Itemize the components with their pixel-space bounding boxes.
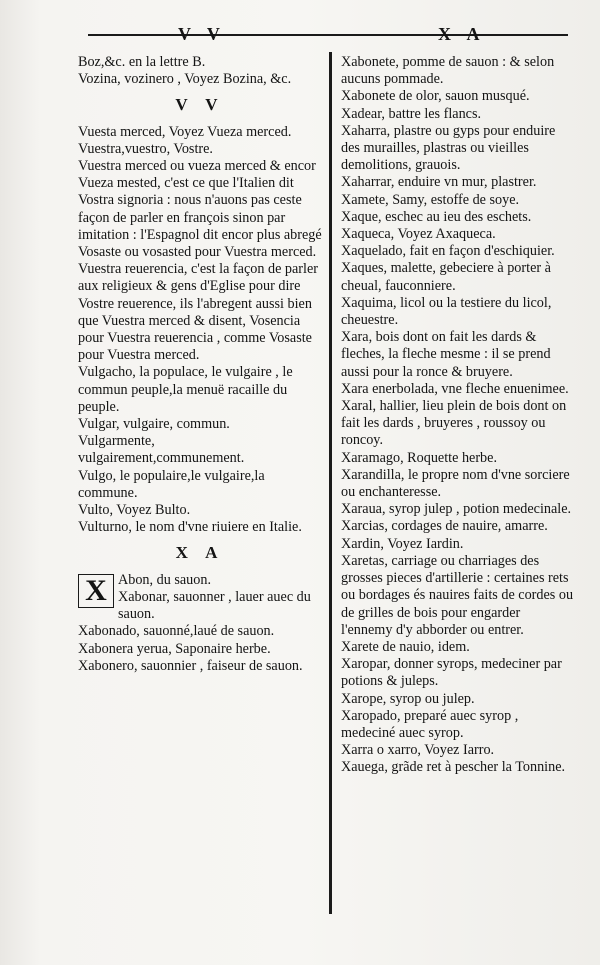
- dictionary-entry: Xabonar, sauonner , lauer auec du sauon.: [118, 588, 311, 623]
- dictionary-entry: Xarcias, cordages de nauire, amarre.: [341, 518, 548, 535]
- dropcap-entry: [78, 572, 322, 624]
- dictionary-entry: Vulgo, le populaire,le vulgaire,la commune.: [78, 467, 265, 501]
- dictionary-entry: Xaharrar, enduire vn mur, plastrer.: [341, 174, 537, 191]
- dictionary-entry: Xaramago, Roquette herbe.: [341, 449, 498, 466]
- dictionary-entry: Xaropar, donner syrops, medeciner par potions & juleps.: [341, 656, 562, 690]
- section-heading-xa: X A: [175, 543, 225, 563]
- dictionary-entry: Xamete, Samy, estoffe de soye.: [341, 191, 520, 208]
- dropcap-letter: X: [78, 574, 114, 608]
- dictionary-entry: Vulgar, vulgaire, commun.: [78, 416, 230, 433]
- dictionary-entry: Vulturno, le nom d'vne riuiere en Italie.: [78, 519, 302, 536]
- dictionary-entry: Vulgacho, la populace, le vulgaire , le commun peuple,la menuë racaille du peuple.: [78, 364, 293, 415]
- dictionary-entry: Xaral, hallier, lieu plein de bois dont on fait les dards , bruyeres , roussoy ou roncoy.: [341, 398, 567, 449]
- dictionary-entry: Vuestra reuerencia, c'est la façon de parler aux religieux & gens d'Eglise pour dire Vostre reuerence, ils l'abregent aussi bien que Vuestra merced & disent, Vosencia pour Vuestra reuerencia , comme Vosaste pour Vuestra merced.: [78, 261, 318, 364]
- dictionary-entry: Xardin, Voyez Iardin.: [341, 535, 464, 552]
- dictionary-entry: Xaquelado, fait en façon d'eschiquier.: [341, 243, 555, 260]
- dictionary-entry: Xaquima, licol ou la testiere du licol, cheuestre.: [341, 294, 552, 329]
- dictionary-entry: Xaretas, carriage ou charriages des grosses pieces d'artillerie : certaines rets ou bordages és nauires faits de cordes ou de grilles de bois pour engarder l'ennemy d'y abborder ou entrer.: [341, 552, 574, 638]
- dictionary-entry: Xaque, eschec au ieu des eschets.: [341, 208, 532, 225]
- dictionary-entry: Xaques, malette, gebeciere à porter à cheual, fauconniere.: [341, 260, 551, 294]
- dictionary-entry: Xarra o xarro, Voyez Iarro.: [341, 742, 495, 759]
- dictionary-entry: Xabonete de olor, sauon musqué.: [341, 88, 530, 105]
- dictionary-entry: Xarope, syrop ou julep.: [341, 690, 475, 707]
- dictionary-entry: Xabonete, pomme de sauon : & selon aucuns pommade.: [341, 54, 555, 88]
- dictionary-entry: Vulto, Voyez Bulto.: [78, 502, 191, 519]
- running-title-right: X A: [438, 24, 486, 44]
- dictionary-entry: Xabonera yerua, Saponaire herbe.: [78, 640, 271, 657]
- dictionary-entry: Vuestra,vuestro, Vostre.: [78, 140, 213, 157]
- dictionary-entry: Xara enerbolada, vne fleche enuenimee.: [341, 380, 569, 397]
- dictionary-entry: Vuestra merced ou vueza merced & encor Vueza mested, c'est ce que l'Italien dit Vostra signoria : nous n'auons pas ceste façon de parler en françois sinon par imitation : l'Espagnol dit encor plus abregé Vosaste ou vosasted pour Vuestra merced.: [78, 158, 322, 261]
- dictionary-entry: Abon, du sauon.: [118, 571, 212, 588]
- section-heading-vv: V V: [175, 95, 225, 115]
- running-title-left: V V: [178, 24, 226, 44]
- dictionary-entry: Xarandilla, le propre nom d'vne sorciere ou enchanteresse.: [341, 466, 570, 501]
- dictionary-entry: Xarete de nauio, idem.: [341, 638, 470, 655]
- dictionary-entry: Xaharra, plastre ou gyps pour enduire des murailles, plastras ou vieilles demolitions, grauois.: [341, 122, 556, 174]
- dictionary-entry: Boz,&c. en la lettre B.: [78, 54, 206, 70]
- dictionary-entry: Xadear, battre les flancs.: [341, 105, 482, 122]
- column-divider: [329, 52, 332, 914]
- dictionary-entry: Vozina, vozinero , Voyez Bozina, &c.: [78, 71, 292, 88]
- dictionary-entry: Xabonero, sauonnier , faiseur de sauon.: [78, 657, 303, 674]
- dictionary-entry: Xaqueca, Voyez Axaqueca.: [341, 226, 496, 243]
- dictionary-entry: Vuesta merced, Voyez Vueza merced.: [78, 123, 292, 140]
- left-column: [78, 54, 322, 675]
- dictionary-entry: Xara, bois dont on fait les dards & fleches, la fleche mesme : il se prend aussi pour la ronce & bruyere.: [341, 329, 551, 380]
- dictionary-entry: Vulgarmente, vulgairement,communement.: [78, 433, 245, 467]
- dictionary-entry: Xaropado, preparé auec syrop , medeciné auec syrop.: [341, 707, 519, 741]
- dictionary-entry: Xabonado, sauonné,laué de sauon.: [78, 623, 275, 640]
- right-column: [341, 54, 575, 777]
- dictionary-entry: Xauega, grãde ret à pescher la Tonnine.: [341, 759, 566, 776]
- dictionary-entry: Xaraua, syrop julep , potion medecinale.: [341, 501, 572, 518]
- header-rule: [88, 34, 568, 36]
